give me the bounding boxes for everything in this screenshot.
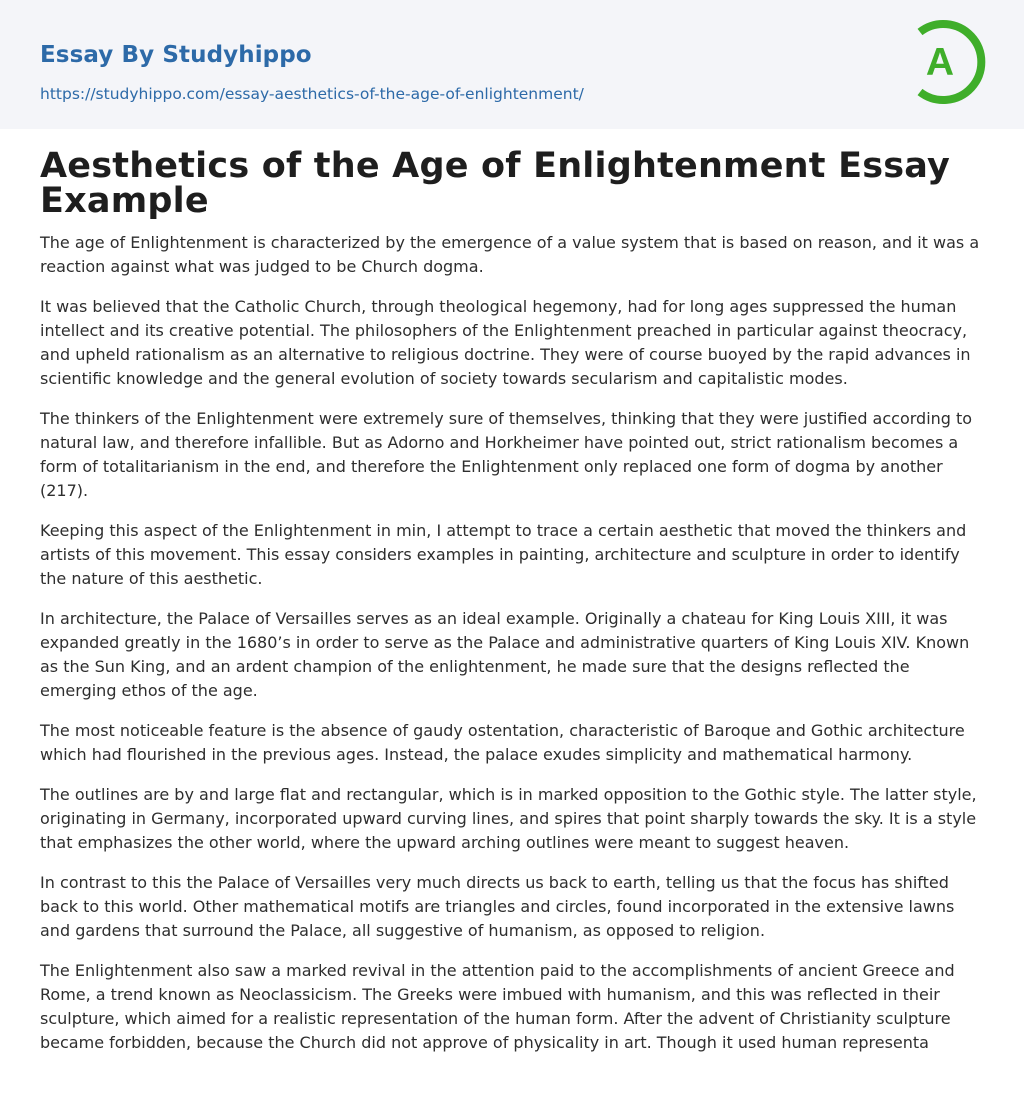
site-header xyxy=(0,0,1024,129)
article-paragraph: Keeping this aspect of the Enlightenment in min, I attempt to trace a certain aesthetic that moved the thinkers and artists of this movement. This essay considers examples in painting, architecture and sculpture in order to identify the nature of this aesthetic. xyxy=(40,521,967,588)
essay-url-link[interactable]: https://studyhippo.com/essay-aesthetics-of-the-age-of-enlightenment/ xyxy=(40,85,584,103)
article-paragraph: The Enlightenment also saw a marked revival in the attention paid to the accomplishments of ancient Greece and Rome, a trend known as Neoclassicism. The Greeks were imbued with humanism, and this was reflected in their sculpture, which aimed for a realistic representation of the human form. After the advent of Christianity sculpture became forbidden, because the Church did not approve of physicality in art. Though it used human representa xyxy=(40,961,955,1052)
article xyxy=(0,129,1024,1055)
article-paragraph: The outlines are by and large flat and rectangular, which is in marked opposition to the Gothic style. The latter style, originating in Germany, incorporated upward curving lines, and spires that point sharply towards the sky. It is a style that emphasizes the other world, where the upward arching outlines were meant to suggest heaven. xyxy=(40,785,977,852)
article-paragraph: The thinkers of the Enlightenment were extremely sure of themselves, thinking that they were justified according to natural law, and therefore infallible. But as Adorno and Horkheimer have pointed out, strict rationalism becomes a form of totalitarianism in the end, and therefore the Enlightenment only replaced one form of dogma by another (217). xyxy=(40,409,973,500)
site-brand[interactable]: Essay By Studyhippo xyxy=(40,42,312,68)
article-body xyxy=(40,231,984,1055)
svg-text:A: A xyxy=(925,41,955,84)
article-paragraph: In architecture, the Palace of Versailles serves as an ideal example. Originally a chateau for King Louis XIII, it was expanded greatly in the 1680’s in order to serve as the Palace and administrative quarters of King Louis XIV. Known as the Sun King, and an ardent champion of the enlightenment, he made sure that the designs reflected the emerging ethos of the age. xyxy=(40,609,970,700)
article-paragraph: In contrast to this the Palace of Versailles very much directs us back to earth, telling us that the focus has shifted back to this world. Other mathematical motifs are triangles and circles, found incorporated in the extensive lawns and gardens that surround the Palace, all suggestive of humanism, as opposed to religion. xyxy=(40,873,955,940)
article-paragraph: The age of Enlightenment is characterized by the emergence of a value system that is based on reason, and it was a reaction against what was judged to be Church dogma. xyxy=(40,233,980,276)
article-paragraph: It was believed that the Catholic Church, through theological hegemony, had for long ages suppressed the human intellect and its creative potential. The philosophers of the Enlightenment preached in particular against theocracy, and upheld rationalism as an alternative to religious doctrine. They were of course buoyed by the rapid advances in scientific knowledge and the general evolution of society towards secularism and capitalistic modes. xyxy=(40,297,971,388)
article-title: Aesthetics of the Age of Enlightenment Essay Example xyxy=(40,146,951,221)
studyhippo-logo-icon[interactable] xyxy=(908,18,988,106)
article-paragraph: The most noticeable feature is the absence of gaudy ostentation, characteristic of Baroque and Gothic architecture which had flourished in the previous ages. Instead, the palace exudes simplicity and mathematical harmony. xyxy=(40,721,965,764)
